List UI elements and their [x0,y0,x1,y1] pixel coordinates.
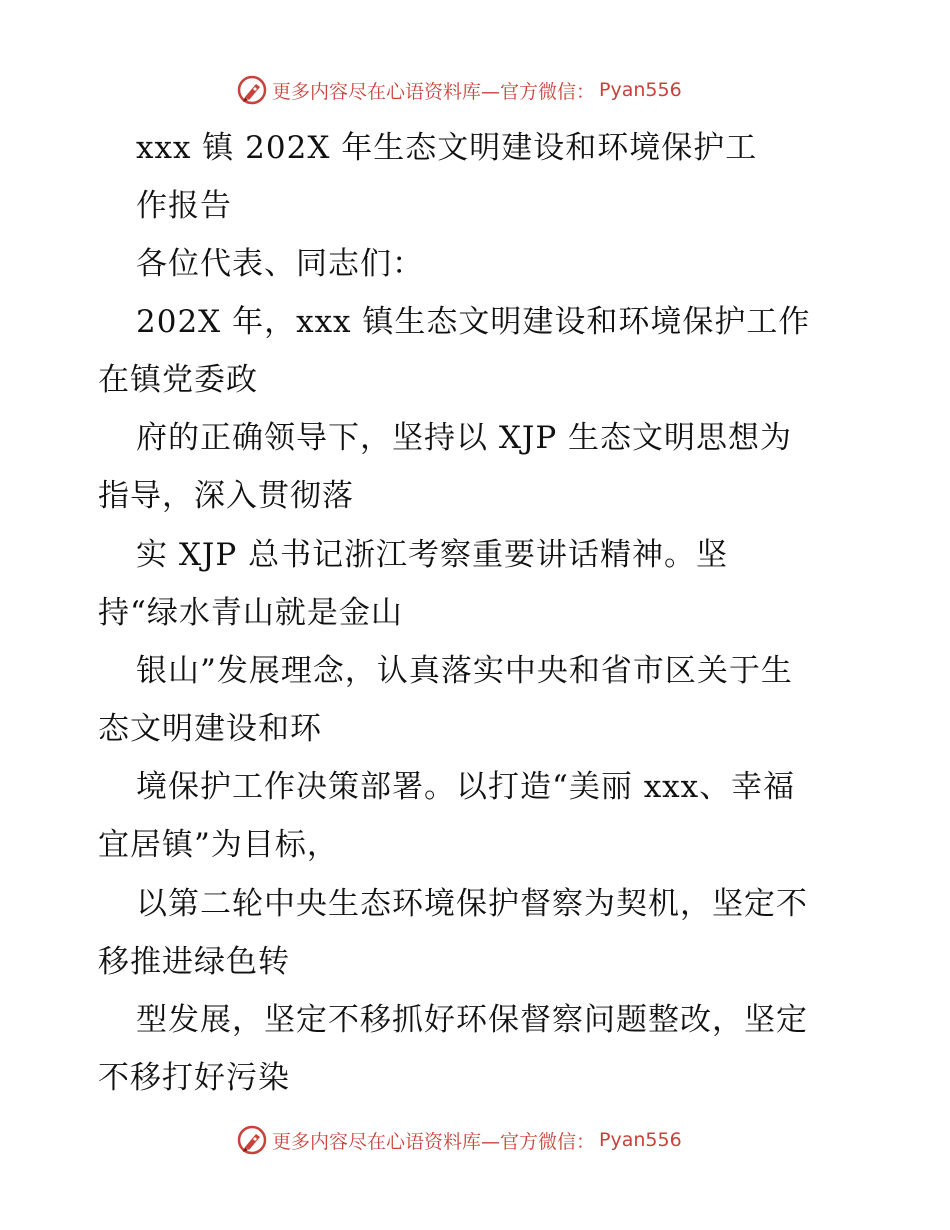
pen-nib-icon [236,1124,268,1156]
pen-nib-icon [236,74,268,106]
paragraph-line: 202X 年，xxx 镇生态文明建设和环境保护工作 [136,304,811,340]
page-header-watermark [236,72,682,108]
title-line-2: 作报告 [136,188,232,224]
paragraph-line: 指导，深入贯彻落 [98,478,354,514]
paragraph-line: 持“绿水青山就是金山 [98,595,403,631]
paragraph-line: 态文明建设和环 [98,711,322,747]
header-brand-text: 更多内容尽在心语资料库—官方微信： [272,80,596,103]
header-wechat-id: Pyan556 [599,79,682,101]
paragraph-line: 银山”发展理念，认真落实中央和省市区关于生 [136,653,793,689]
paragraph-line: 实 XJP 总书记浙江考察重要讲话精神。坚 [136,537,729,573]
paragraph-line: 府的正确领导下，坚持以 XJP 生态文明思想为 [136,420,793,456]
paragraph-line: 型发展，坚定不移抓好环保督察问题整改，坚定 [136,1002,808,1038]
paragraph-line: 在镇党委政 [98,362,258,398]
title-line-1: xxx 镇 202X 年生态文明建设和环境保护工 [136,130,758,166]
paragraph-line: 宜居镇”为目标， [98,827,339,863]
footer-wechat-id: Pyan556 [599,1129,682,1151]
paragraph-line: 移推进绿色转 [98,944,290,980]
page-footer-watermark [236,1122,682,1158]
salutation-line: 各位代表、同志们： [136,246,424,282]
paragraph-line: 以第二轮中央生态环境保护督察为契机，坚定不 [136,886,808,922]
paragraph-line: 不移打好污染 [98,1060,290,1096]
paragraph-line: 境保护工作决策部署。以打造“美丽 xxx、幸福 [136,769,796,805]
footer-brand-text: 更多内容尽在心语资料库—官方微信： [272,1130,596,1153]
